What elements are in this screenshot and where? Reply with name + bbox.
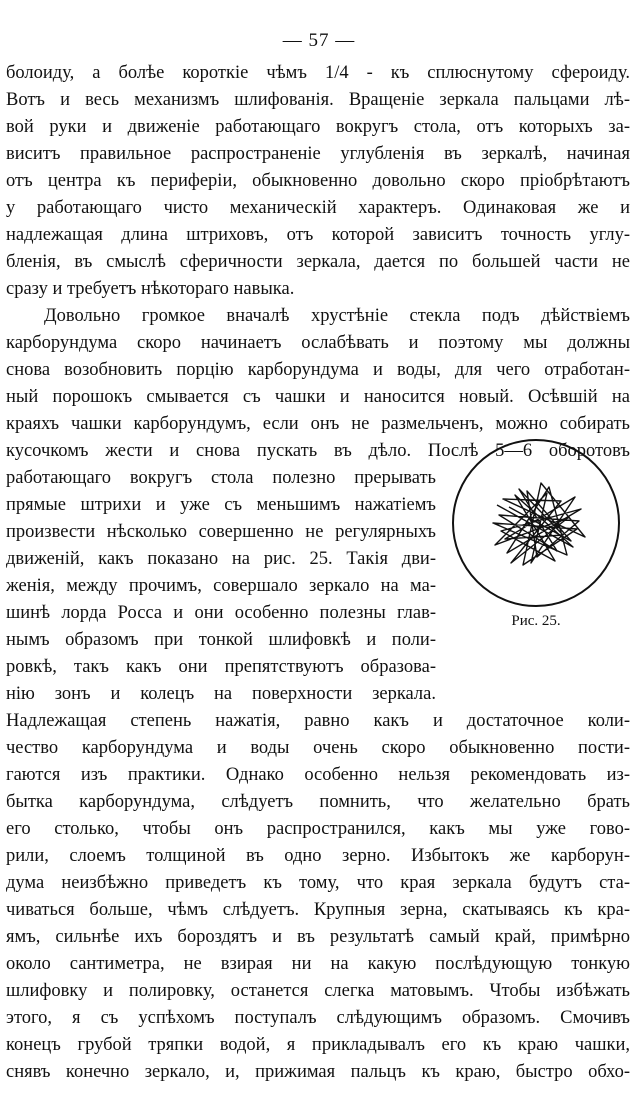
irregular-strokes-diagram [445, 435, 627, 610]
mirror-outline [453, 440, 619, 606]
text-line: Вотъ и весь механизмъ шлифованія. Вращеніе зеркала пальцами лѣ- [6, 90, 630, 110]
text-line: кусочкомъ жести и снова пускать въ дѣло. Послѣ 5—6 оборотовъ [6, 441, 630, 461]
text-line: чество карборундума и воды очень скоро обыкновенно пости- [6, 738, 630, 758]
text-line: этого, я съ успѣхомъ поступалъ слѣдующимъ образомъ. Смочивъ [6, 1008, 630, 1028]
irregular-strokes [493, 483, 585, 565]
text-line: надлежащая длина штриховъ, отъ которой зависитъ точность углу- [6, 225, 630, 245]
text-line: его столько, чтобы онъ распространился, какъ мы уже гово- [6, 819, 630, 839]
text-line: Надлежащая степень нажатія, равно какъ и достаточное коли- [6, 711, 630, 731]
text-line: карборундума скоро начинаетъ ослабѣвать и поэтому мы должны [6, 333, 630, 353]
text-line: у работающаго чисто механическій характеръ. Одинаковая же и [6, 198, 630, 218]
text-line: сразу и требуетъ нѣкотораго навыка. [6, 279, 295, 299]
text-line: отъ центра къ периферіи, обыкновенно довольно скоро пріобрѣтаютъ [6, 171, 630, 191]
text-line: шлифовку и полировку, останется слегка матовымъ. Чтобы избѣжать [6, 981, 630, 1001]
text-line: гаются изъ практики. Однако особенно нельзя рекомендовать из- [6, 765, 630, 785]
figure-caption: Рис. 25. [511, 613, 561, 629]
text-line: виситъ правильное распространеніе углубленія въ зеркалѣ, начиная [6, 144, 630, 164]
text-line: работающаго вокругъ стола полезно прерывать [6, 468, 436, 488]
text-line: бытка карборундума, слѣдуетъ помнить, что желательно брать [6, 792, 630, 812]
text-line: дума неизбѣжно приведетъ къ тому, что края зеркала будутъ ста- [6, 873, 630, 893]
text-line: женія, между прочимъ, совершало зеркало на ма- [6, 576, 436, 596]
text-line: нію зонъ и колецъ на поверхности зеркала. [6, 684, 436, 704]
text-line: прямые штрихи и уже съ меньшимъ нажатіемъ [6, 495, 436, 515]
text-line: краяхъ чашки карборундумъ, если онъ не размельченъ, можно собирать [6, 414, 630, 434]
text-line: конецъ грубой тряпки водой, я прикладывалъ его къ краю чашки, [6, 1035, 630, 1055]
text-line: болоиду, а болѣе короткіе чѣмъ 1/4 - къ сплюснутому сфероиду. [6, 63, 630, 83]
text-line: ровкѣ, такъ какъ они препятствуютъ образова- [6, 657, 436, 677]
text-line: рили, слоемъ толщиной въ одно зерно. Избытокъ же карборун- [6, 846, 630, 866]
text-line: шинѣ лорда Росса и они особенно полезны глав- [6, 603, 436, 623]
figure-25 [445, 435, 627, 635]
text-line: снявъ конечно зеркало, и, прижимая пальцъ къ краю, быстро обхо- [6, 1062, 630, 1082]
text-line: произвести нѣсколько совершенно не регулярныхъ [6, 522, 436, 542]
text-line: бленія, въ смыслѣ сферичности зеркала, дается по большей части не [6, 252, 630, 272]
text-line: Довольно громкое вначалѣ хрустѣніе стекла подъ дѣйствіемъ [44, 306, 630, 326]
text-line: снова возобновить порцію карборундума и воды, для чего отработан- [6, 360, 630, 380]
text-line: чиваться больше, чѣмъ слѣдуетъ. Крупныя зерна, скатываясь къ кра- [6, 900, 630, 920]
text-line: нымъ образомъ при тонкой шлифовкѣ и поли- [6, 630, 436, 650]
text-line: ный порошокъ смывается съ чашки и наносится новый. Осѣвшій на [6, 387, 630, 407]
page-number: — 57 — [282, 30, 356, 51]
text-line: движеній, какъ показано на рис. 25. Такія дви- [6, 549, 436, 569]
text-line: ямъ, сильнѣе ихъ бороздятъ и въ результатѣ самый край, примѣрно [6, 927, 630, 947]
text-line: около сантиметра, не взирая ни на какую послѣдующую тонкую [6, 954, 630, 974]
text-line: вой руки и движеніе работающаго вокругъ стола, отъ которыхъ за- [6, 117, 630, 137]
